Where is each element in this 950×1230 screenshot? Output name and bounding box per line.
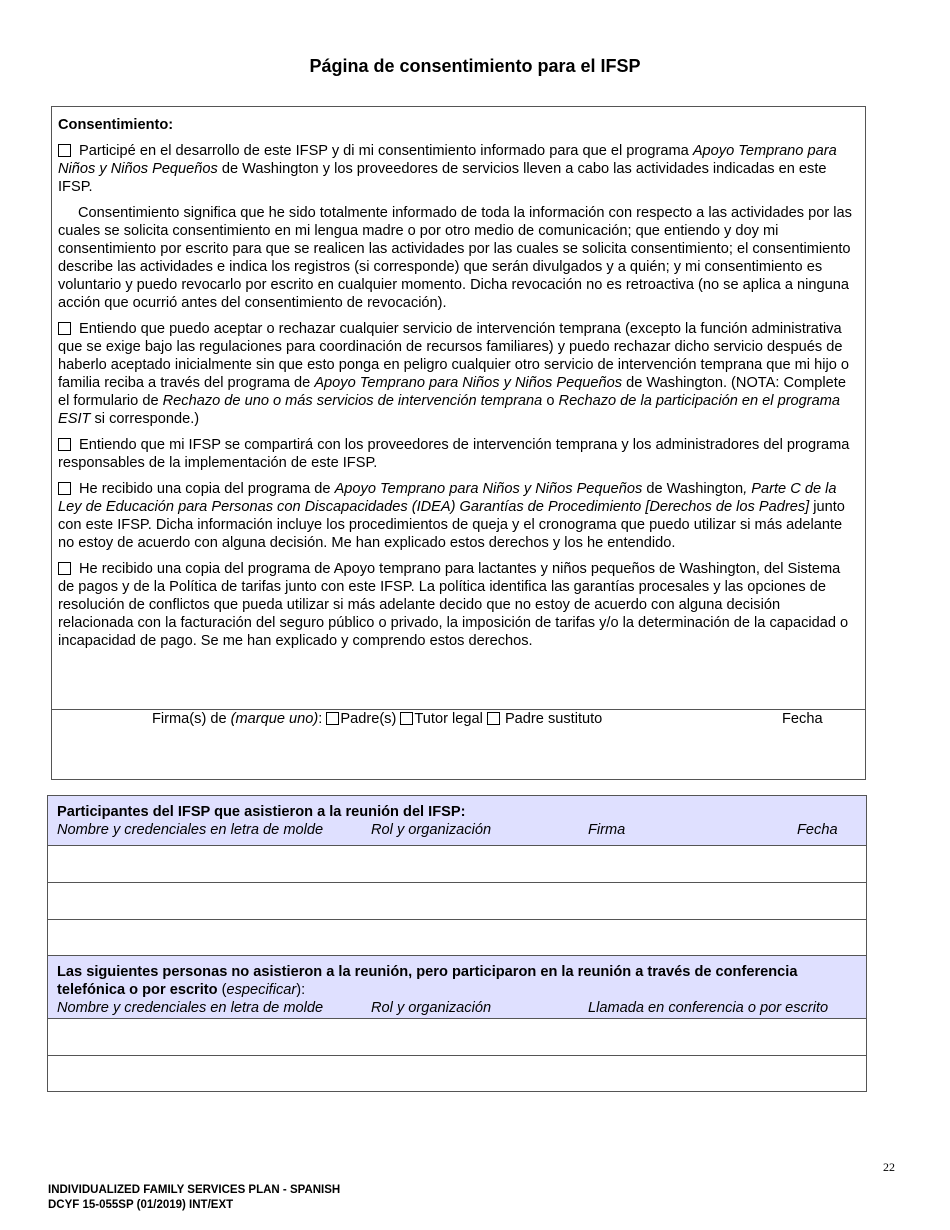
remote-column-method: Llamada en conferencia o por escrito: [588, 1000, 829, 1016]
consent-item-participated: Participé en el desarrollo de este IFSP y di mi consentimiento informado para que el programa Apoyo Temprano para Niños y Niños Pequeños de Washington y los proveedores de servicios lleven a cabo las actividades indicadas en este IFSP.: [58, 143, 837, 195]
remote-heading: Las siguientes personas no asistieron a la reunión, pero participaron en la reunión a través de conferencia telefónica o por escrito (especificar):: [57, 964, 798, 998]
surrogate-parent-checkbox[interactable]: [487, 712, 500, 725]
footer-form-title: INDIVIDUALIZED FAMILY SERVICES PLAN - SPANISH: [48, 1184, 341, 1196]
column-name: Nombre y credenciales en letra de molde: [57, 822, 324, 838]
remote-participants-header: [48, 955, 866, 1019]
participants-table: [47, 795, 867, 1092]
consent-checkbox-participated[interactable]: [58, 144, 71, 157]
consent-checkbox-accept-refuse[interactable]: [58, 322, 71, 335]
signature-date-label: Fecha: [782, 711, 823, 727]
column-date: Fecha: [797, 822, 838, 838]
remote-column-name: Nombre y credenciales en letra de molde: [57, 1000, 324, 1016]
table-row-divider: [48, 882, 866, 883]
participants-heading: Participantes del IFSP que asistieron a la reunión del IFSP:: [57, 804, 466, 820]
consent-checkbox-payment[interactable]: [58, 562, 71, 575]
column-signature: Firma: [588, 822, 626, 838]
consent-definition: Consentimiento significa que he sido totalmente informado de toda la información con respecto a las actividades por las cuales se solicita consentimiento en mi lengua madre o por otro medio de comunicación; que entiendo y doy mi consentimiento por escrito para que se realicen las actividades por las cuales se solicita consentimiento; el consentimiento describe las actividades e indica los registros (si corresponde) que serán divulgados y a quién; y mi consentimiento es voluntario y puedo revocarlo por escrito en cualquier momento. Dicha revocación no es retroactiva (no se aplica a ninguna acción que ocurrió antes del consentimiento de revocación).: [58, 205, 852, 311]
footer-form-number: DCYF 15-055SP (01/2019) INT/EXT: [48, 1199, 234, 1211]
consent-item-safeguards: He recibido una copia del programa de Apoyo Temprano para Niños y Niños Pequeños de Washington, Parte C de la Ley de Educación para Personas con Discapacidades (IDEA) Garantías de Procedimiento [Derechos de los Padres] junto con este IFSP. Dicha información incluye los procedimientos de queja y el cronograma que puedo utilizar si más adelante no estoy de acuerdo con alguna decisión. Me han explicado estos derechos y los he entendido.: [58, 481, 845, 551]
legal-guardian-checkbox[interactable]: [400, 712, 413, 725]
consent-item-share: Entiendo que mi IFSP se compartirá con los proveedores de intervención temprana y los administradores del programa responsables de la implementación de este IFSP.: [58, 437, 850, 471]
remote-column-role: Rol y organización: [371, 1000, 492, 1016]
participants-header: [48, 796, 866, 846]
table-row-divider: [48, 919, 866, 920]
column-role: Rol y organización: [371, 822, 492, 838]
page-number: 22: [883, 1160, 895, 1174]
footer: [48, 1183, 340, 1213]
consent-heading: Consentimiento:: [58, 117, 174, 133]
consent-item-accept-refuse: Entiendo que puedo aceptar o rechazar cualquier servicio de intervención temprana (excepto la función administrativa que se exige bajo las regulaciones para coordinación de recursos familiares) y puedo rechazar dicho servicio después de haberlo aceptado inicialmente sin que esto ponga en peligro cualquier otro servicio de intervención temprana que mi hijo o familia reciba a través del programa de Apoyo Temprano para Niños y Niños Pequeños de Washington. (NOTA: Complete el formulario de Rechazo de uno o más servicios de intervención temprana o Rechazo de la participación en el programa ESIT si corresponde.): [58, 321, 849, 427]
page-title: Página de consentimiento para el IFSP: [309, 56, 641, 76]
consent-section: [51, 106, 866, 780]
consent-checkbox-share[interactable]: [58, 438, 71, 451]
signature-row: Firma(s) de (marque uno): Padre(s) Tutor legal Padre sustituto: [152, 711, 603, 727]
consent-checkbox-safeguards[interactable]: [58, 482, 71, 495]
table-row-divider: [48, 1055, 866, 1056]
consent-item-payment: He recibido una copia del programa de Apoyo temprano para lactantes y niños pequeños de Washington, del Sistema de pagos y de la Política de tarifas junto con este IFSP. La política identifica las garantías procesales y las opciones de resolución de conflictos que pueda utilizar si más adelante decido que no estoy de acuerdo con alguna decisión relacionada con la facturación del seguro público o privado, la imposición de tarifas y/o la determinación de la capacidad o incapacidad de pago. Se me han explicado y comprendo estos derechos.: [58, 561, 849, 649]
parent-checkbox[interactable]: [326, 712, 339, 725]
